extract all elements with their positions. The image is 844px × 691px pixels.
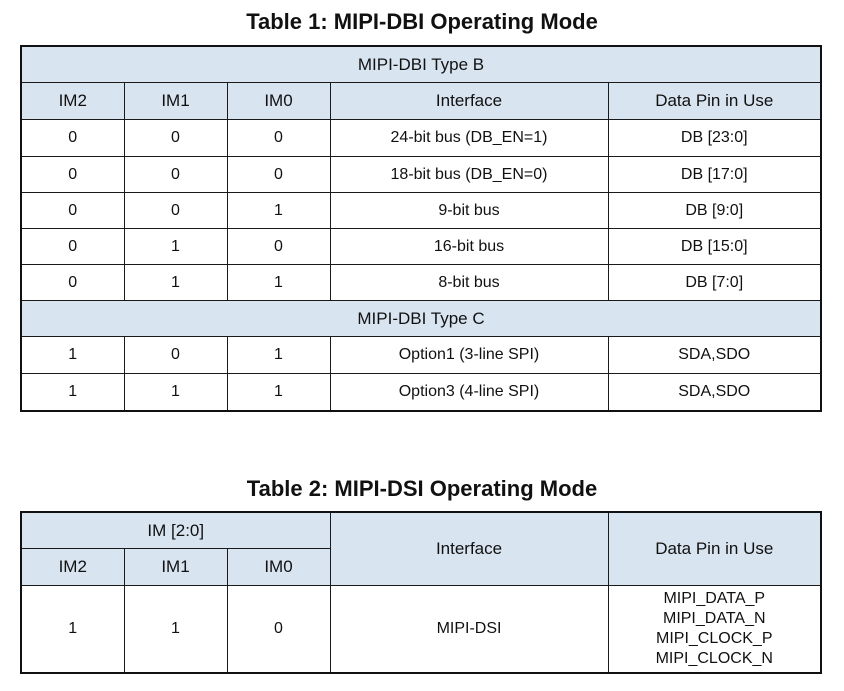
cell-data-pin: DB [17:0] [608,157,821,193]
cell-im0: 1 [227,265,330,301]
cell-im2: 1 [21,337,124,374]
cell-im0: 1 [227,374,330,412]
cell-interface: Option3 (4-line SPI) [330,374,608,412]
table-row [21,157,821,193]
table-row [21,337,821,374]
table-row [21,120,821,157]
cell-data-pin [608,586,821,674]
cell-interface: 8-bit bus [330,265,608,301]
table-row [21,586,821,674]
table-mipi-dsi [20,511,822,674]
cell-data-pin: DB [9:0] [608,193,821,229]
table-row [21,229,821,265]
cell-im0: 1 [227,193,330,229]
cell-im2: 0 [21,120,124,157]
header-interface: Interface [330,83,608,120]
header-im2: IM2 [21,83,124,120]
cell-im0: 1 [227,337,330,374]
cell-interface: 9-bit bus [330,193,608,229]
pin-data-n: MIPI_DATA_N [662,610,766,627]
table-2-title: Table 2: MIPI-DSI Operating Mode [246,476,598,501]
cell-data-pin: SDA,SDO [608,337,821,374]
header-data-pin: Data Pin in Use [608,83,821,120]
cell-data-pin: DB [23:0] [608,120,821,157]
cell-im1: 0 [124,337,227,374]
cell-im2: 0 [21,193,124,229]
cell-data-pin: DB [15:0] [608,229,821,265]
cell-data-pin: SDA,SDO [608,374,821,412]
cell-im0: 0 [227,120,330,157]
pin-data-p: MIPI_DATA_P [663,590,766,607]
cell-im0: 0 [227,157,330,193]
header-im1: IM1 [124,83,227,120]
header-interface: Interface [330,512,608,586]
header-im-group: IM [2:0] [21,512,330,549]
cell-im1: 1 [124,586,227,674]
cell-im1: 0 [124,120,227,157]
cell-im1: 0 [124,157,227,193]
cell-im1: 1 [124,374,227,412]
header-im0: IM0 [227,549,330,586]
table-row [21,265,821,301]
cell-im2: 1 [21,586,124,674]
cell-im1: 1 [124,229,227,265]
table-1-title: Table 1: MIPI-DBI Operating Mode [246,9,598,34]
pin-clock-p: MIPI_CLOCK_P [656,630,773,647]
header-im1: IM1 [124,549,227,586]
table-row [21,193,821,229]
header-im2: IM2 [21,549,124,586]
table-mipi-dbi [20,45,822,412]
header-im0: IM0 [227,83,330,120]
cell-interface: Option1 (3-line SPI) [330,337,608,374]
cell-interface: 16-bit bus [330,229,608,265]
cell-interface: MIPI-DSI [330,586,608,674]
cell-interface: 24-bit bus (DB_EN=1) [330,120,608,157]
section-header-type-b: MIPI-DBI Type B [21,46,821,83]
cell-interface: 18-bit bus (DB_EN=0) [330,157,608,193]
cell-im2: 0 [21,229,124,265]
table-row [21,374,821,412]
cell-im2: 0 [21,157,124,193]
cell-data-pin: DB [7:0] [608,265,821,301]
section-header-type-c: MIPI-DBI Type C [21,301,821,337]
cell-im2: 0 [21,265,124,301]
cell-im0: 0 [227,229,330,265]
cell-im1: 0 [124,193,227,229]
pin-clock-n: MIPI_CLOCK_N [655,650,773,667]
cell-im2: 1 [21,374,124,412]
header-data-pin: Data Pin in Use [608,512,821,586]
cell-im0: 0 [227,586,330,674]
cell-im1: 1 [124,265,227,301]
